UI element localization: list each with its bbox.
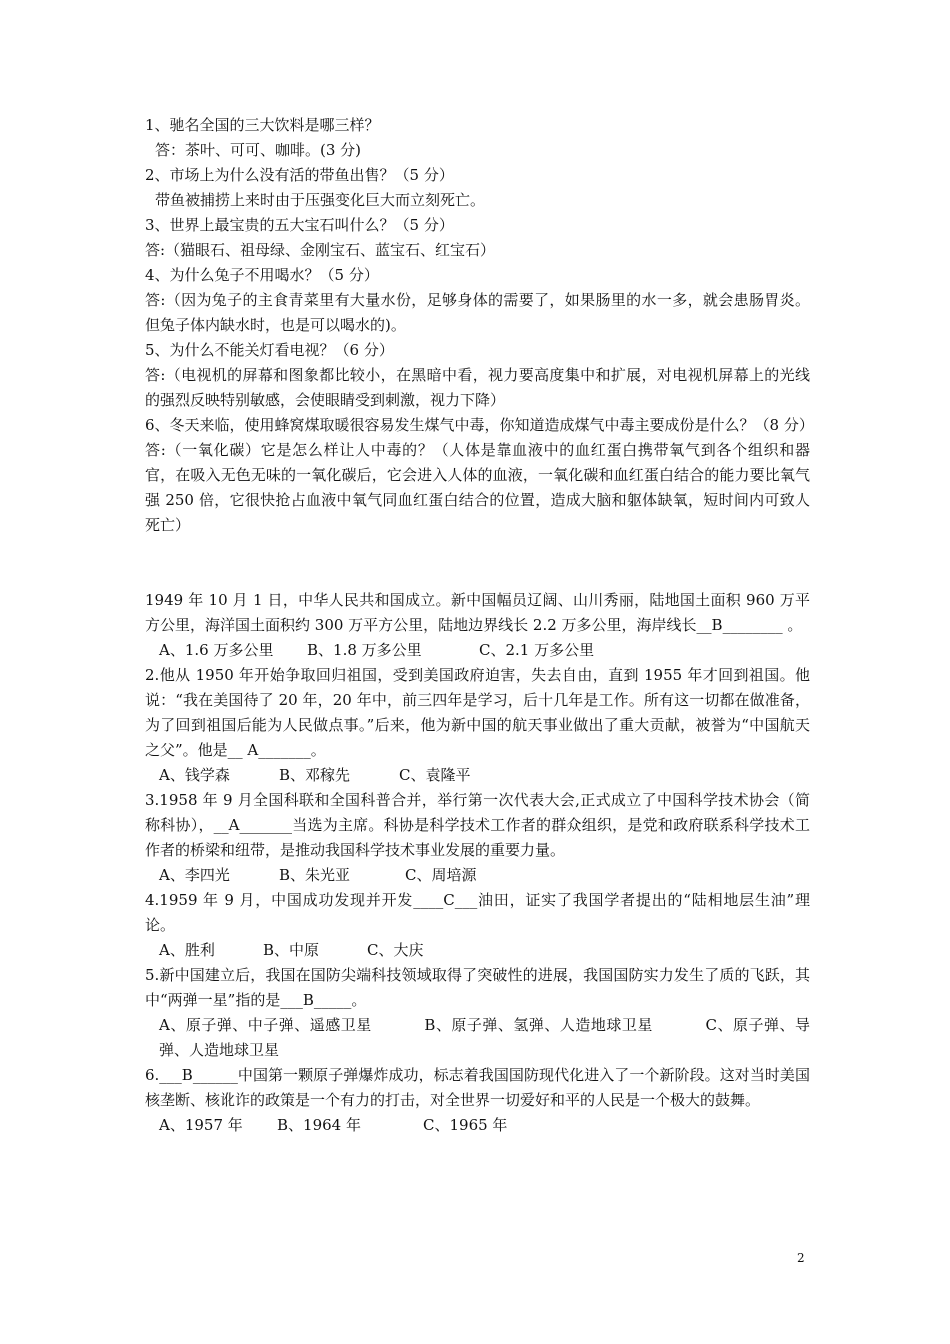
answer-1: 答：茶叶、可可、咖啡。(3 分) [155,141,362,159]
question-4: 4、为什么兔子不用喝水？（5 分） [145,266,379,284]
option-c: C、周培源 [405,866,477,884]
option-c: C、1965 年 [423,1116,508,1134]
option-a: A、钱学森 [159,766,230,784]
quiz-question-3: 3.1958 年 9 月全国科联和全国科普合并，举行第一次代表大会,正式成立了中国科学技术协会（简称科协），__A_______当选为主席。科协是科学技术工作者的群众组织，是党和政府联系科学技术工作者的桥梁和纽带，是推动我国科学技术事业发展的重要力量。 [145,791,810,859]
question-3: 3、世界上最宝贵的五大宝石叫什么？（5 分） [145,216,454,234]
option-b: B、原子弹、氢弹、人造地球卫星 [424,1016,653,1034]
question-1: 1、驰名全国的三大饮料是哪三样？ [145,116,380,134]
answer-3: 答:（猫眼石、祖母绿、金刚宝石、蓝宝石、红宝石） [145,241,496,259]
option-c: C、2.1 万多公里 [479,641,595,659]
option-c: C、袁隆平 [399,766,471,784]
section-spacer [145,538,810,588]
option-b: B、1964 年 [277,1116,361,1134]
quiz-options-4 [145,938,810,963]
option-c: C、原子弹、导弹、人造地球卫星 [159,1016,810,1059]
quiz-question-1: 1949 年 10 月 1 日，中华人民共和国成立。新中国幅员辽阔、山川秀丽，陆地国土面积 960 万平方公里，海洋国土面积约 300 万平方公里，陆地边界线长 2.2 万多公里，海岸线长__B________ 。 [145,591,810,634]
option-b: B、邓稼先 [279,766,351,784]
option-a: A、胜利 [159,941,215,959]
question-2: 2、市场上为什么没有活的带鱼出售？（5 分） [145,166,454,184]
question-6: 6、冬天来临，使用蜂窝煤取暖很容易发生煤气中毒，你知道造成煤气中毒主要成份是什么？（8 分） [145,416,814,434]
option-b: B、中原 [263,941,320,959]
question-5: 5、为什么不能关灯看电视？（6 分） [145,341,394,359]
option-a: A、1957 年 [159,1116,243,1134]
option-b: B、朱光亚 [279,866,351,884]
answer-5: 答:（电视机的屏幕和图象都比较小，在黑暗中看，视力要高度集中和扩展，对电视机屏幕上的光线的强烈反映特别敏感，会使眼睛受到刺激，视力下降） [145,366,810,409]
quiz-question-5: 5.新中国建立后，我国在国防尖端科技领域取得了突破性的进展，我国国防实力发生了质的飞跃，其中“两弹一星”指的是___B_____。 [145,966,810,1009]
section-quiz [145,588,810,1138]
option-c: C、大庆 [367,941,424,959]
answer-4: 答:（因为兔子的主食青菜里有大量水份，足够身体的需要了，如果肠里的水一多，就会患肠胃炎。但兔子体内缺水时，也是可以喝水的)。 [145,291,810,334]
quiz-options-3 [145,863,810,888]
document-body [145,113,814,1138]
quiz-options-5 [145,1013,810,1063]
quiz-options-1 [145,638,810,663]
option-a: A、1.6 万多公里 [159,641,274,659]
answer-2: 带鱼被捕捞上来时由于压强变化巨大而立刻死亡。 [155,191,486,209]
quiz-question-6: 6.___B______中国第一颗原子弹爆炸成功，标志着我国国防现代化进入了一个新阶段。这对当时美国核垄断、核讹诈的政策是一个有力的打击，对全世界一切爱好和平的人民是一个极大的鼓舞。 [145,1066,810,1109]
quiz-question-2: 2.他从 1950 年开始争取回归祖国，受到美国政府迫害，失去自由，直到 1955 年才回到祖国。他说：“我在美国待了 20 年，20 年中，前三四年是学习，后十几年是工作。所有这一切都在做准备，为了回到祖国后能为人民做点事。”后来，他为新中国的航天事业做出了重大贡献，被誉为“中国航天之父”。他是__ A_______。 [145,666,810,759]
quiz-options-2 [145,763,810,788]
option-a: A、原子弹、中子弹、遥感卫星 [159,1016,372,1034]
quiz-question-4: 4.1959 年 9 月，中国成功发现并开发____C___油田，证实了我国学者提出的“陆相地层生油”理论。 [145,891,810,934]
option-b: B、1.8 万多公里 [307,641,422,659]
answer-6: 答:（一氧化碳）它是怎么样让人中毒的？（人体是靠血液中的血红蛋白携带氧气到各个组织和器官，在吸入无色无味的一氧化碳后，它会进入人体的血液，一氧化碳和血红蛋白结合的能力要比氧气强 250 倍，它很快抢占血液中氧气同血红蛋白结合的位置，造成大脑和躯体缺氧，短时间内可致人死亡） [145,441,810,534]
page-number: 2 [797,1251,805,1265]
quiz-options-6 [145,1113,810,1138]
section-trivia [145,113,814,538]
option-a: A、李四光 [159,866,230,884]
